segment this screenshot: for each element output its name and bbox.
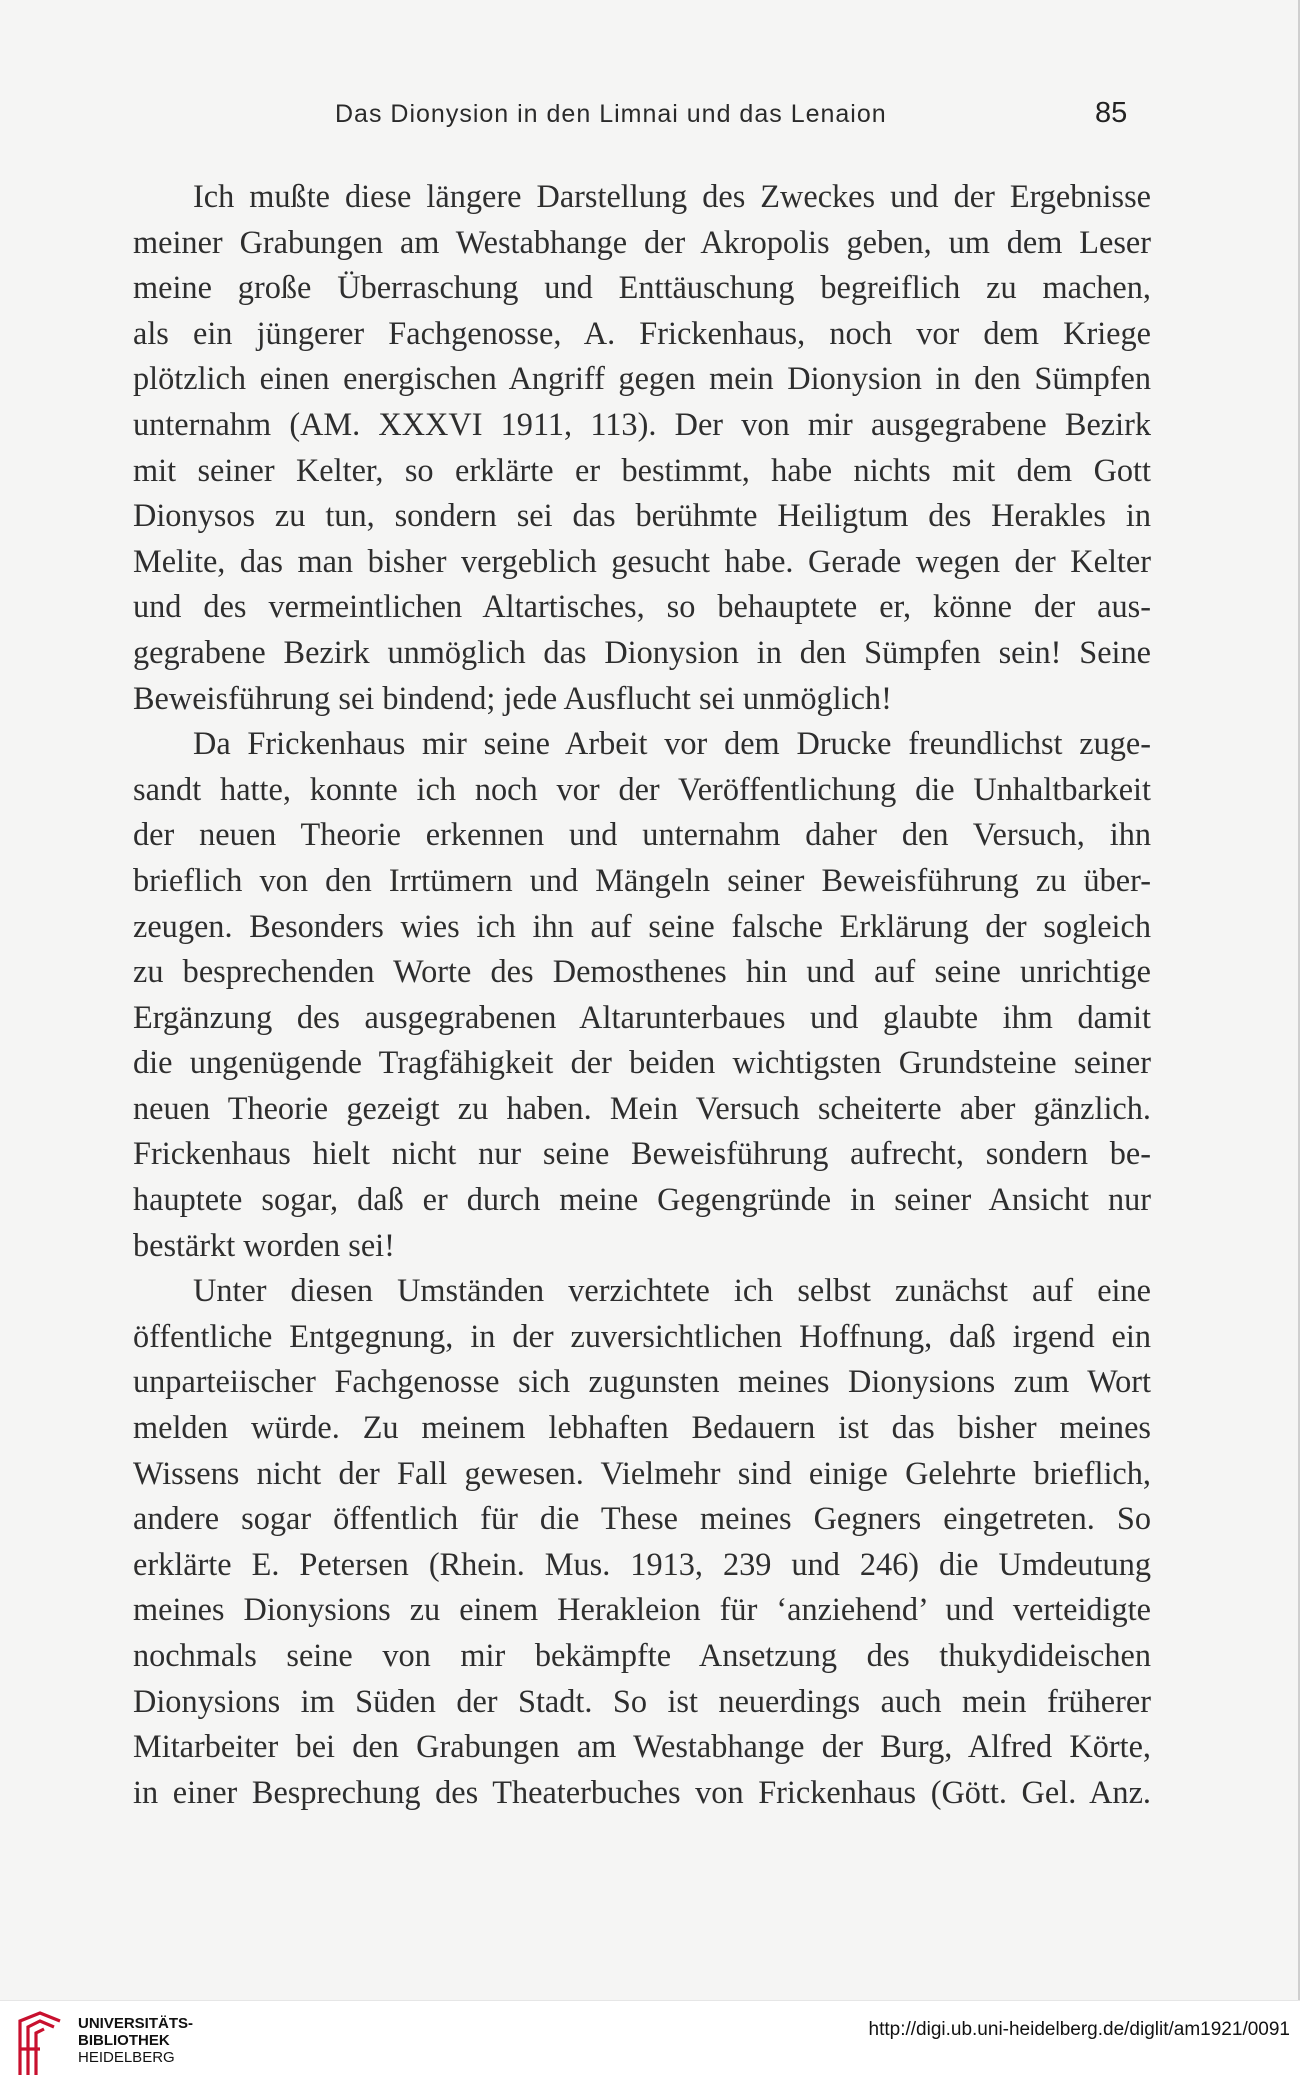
- text-line: Frickenhaus hielt nicht nur seine Beweisführung aufrecht, sondern be-: [133, 1135, 1151, 1172]
- text-line: die ungenügende Tragfähigkeit der beiden wichtigsten Grundsteine seiner: [133, 1044, 1151, 1081]
- running-title: Das Dionysion in den Limnai und das Lenaion: [335, 100, 887, 128]
- text-line: plötzlich einen energischen Angriff gegen mein Dionysion in den Sümpfen: [133, 360, 1151, 397]
- text-line: Dionysions im Süden der Stadt. So ist neuerdings auch mein früherer: [133, 1682, 1151, 1719]
- text-line: mit seiner Kelter, so erklärte er bestimmt, habe nichts mit dem Gott: [133, 451, 1151, 488]
- footer-bar: [0, 2000, 1300, 2097]
- library-name-line1: UNIVERSITÄTS-: [78, 2015, 194, 2032]
- text-line: meine große Überraschung und Enttäuschung begreiflich zu machen,: [133, 269, 1151, 306]
- text-line: Ergänzung des ausgegrabenen Altarunterbaues und glaubte ihm damit: [133, 998, 1151, 1035]
- text-line: erklärte E. Petersen (Rhein. Mus. 1913, 239 und 246) die Umdeutung: [133, 1545, 1151, 1582]
- text-line: Unter diesen Umständen verzichtete ich selbst zunächst auf eine: [193, 1272, 1151, 1309]
- text-line: Beweisführung sei bindend; jede Ausflucht sei unmöglich!: [133, 679, 892, 716]
- text-line: Melite, das man bisher vergeblich gesucht habe. Gerade wegen der Kelter: [133, 542, 1151, 579]
- text-line: neuen Theorie gezeigt zu haben. Mein Versuch scheiterte aber gänzlich.: [133, 1089, 1151, 1126]
- text-line: Wissens nicht der Fall gewesen. Vielmehr sind einige Gelehrte brieflich,: [133, 1454, 1151, 1491]
- text-line: öffentliche Entgegnung, in der zuversichtlichen Hoffnung, daß irgend ein: [133, 1317, 1151, 1354]
- text-line: meiner Grabungen am Westabhange der Akropolis geben, um dem Leser: [133, 223, 1151, 260]
- text-line: meines Dionysions zu einem Herakleion für ‘anziehend’ und verteidigte: [133, 1591, 1151, 1628]
- library-name: [78, 2015, 193, 2066]
- text-line: melden würde. Zu meinem lebhaften Bedauern ist das bisher meines: [133, 1409, 1151, 1446]
- text-line: in einer Besprechung des Theaterbuches von Frickenhaus (Gött. Gel. Anz.: [133, 1773, 1151, 1810]
- text-line: Mitarbeiter bei den Grabungen am Westabhange der Burg, Alfred Körte,: [133, 1728, 1151, 1765]
- library-name-line2: BIBLIOTHEK: [78, 2032, 170, 2049]
- text-line: unparteiischer Fachgenosse sich zugunsten meines Dionysions zum Wort: [133, 1363, 1151, 1400]
- permalink-url[interactable]: http://digi.ub.uni-heidelberg.de/diglit/am1921/0091: [868, 2019, 1290, 2040]
- page-number: 85: [1095, 97, 1128, 129]
- text-line: brieflich von den Irrtümern und Mängeln seiner Beweisführung zu über-: [133, 861, 1151, 898]
- text-line: und des vermeintlichen Altartisches, so behauptete er, könne der aus-: [133, 588, 1151, 625]
- text-line: der neuen Theorie erkennen und unternahm daher den Versuch, ihn: [133, 816, 1151, 853]
- body-text: [133, 174, 1151, 1815]
- text-line: zu besprechenden Worte des Demosthenes hin und auf seine unrichtige: [133, 953, 1151, 990]
- text-line: unternahm (AM. XXXVI 1911, 113). Der von mir ausgegrabene Bezirk: [133, 405, 1151, 442]
- text-line: bestärkt worden sei!: [133, 1226, 395, 1263]
- text-line: hauptete sogar, daß er durch meine Gegengründe in seiner Ansicht nur: [133, 1181, 1151, 1218]
- text-line: nochmals seine von mir bekämpfte Ansetzung des thukydideischen: [133, 1637, 1151, 1673]
- text-line: gegrabene Bezirk unmöglich das Dionysion in den Sümpfen sein! Seine: [133, 633, 1151, 670]
- text-line: als ein jüngerer Fachgenosse, A. Frickenhaus, noch vor dem Kriege: [133, 314, 1151, 351]
- text-line: andere sogar öffentlich für die These meines Gegners eingetreten. So: [133, 1500, 1151, 1537]
- text-line: Ich mußte diese längere Darstellung des Zweckes und der Ergebnisse: [193, 178, 1151, 214]
- text-line: zeugen. Besonders wies ich ihn auf seine falsche Erklärung der sogleich: [133, 907, 1151, 944]
- university-library-logo-icon: [14, 2009, 66, 2079]
- text-line: sandt hatte, konnte ich noch vor der Veröffentlichung die Unhaltbarkeit: [133, 770, 1151, 807]
- library-name-line3: HEIDELBERG: [78, 2049, 175, 2066]
- text-line: Dionysos zu tun, sondern sei das berühmte Heiligtum des Herakles in: [133, 497, 1151, 534]
- text-line: Da Frickenhaus mir seine Arbeit vor dem Drucke freundlichst zuge-: [193, 725, 1151, 762]
